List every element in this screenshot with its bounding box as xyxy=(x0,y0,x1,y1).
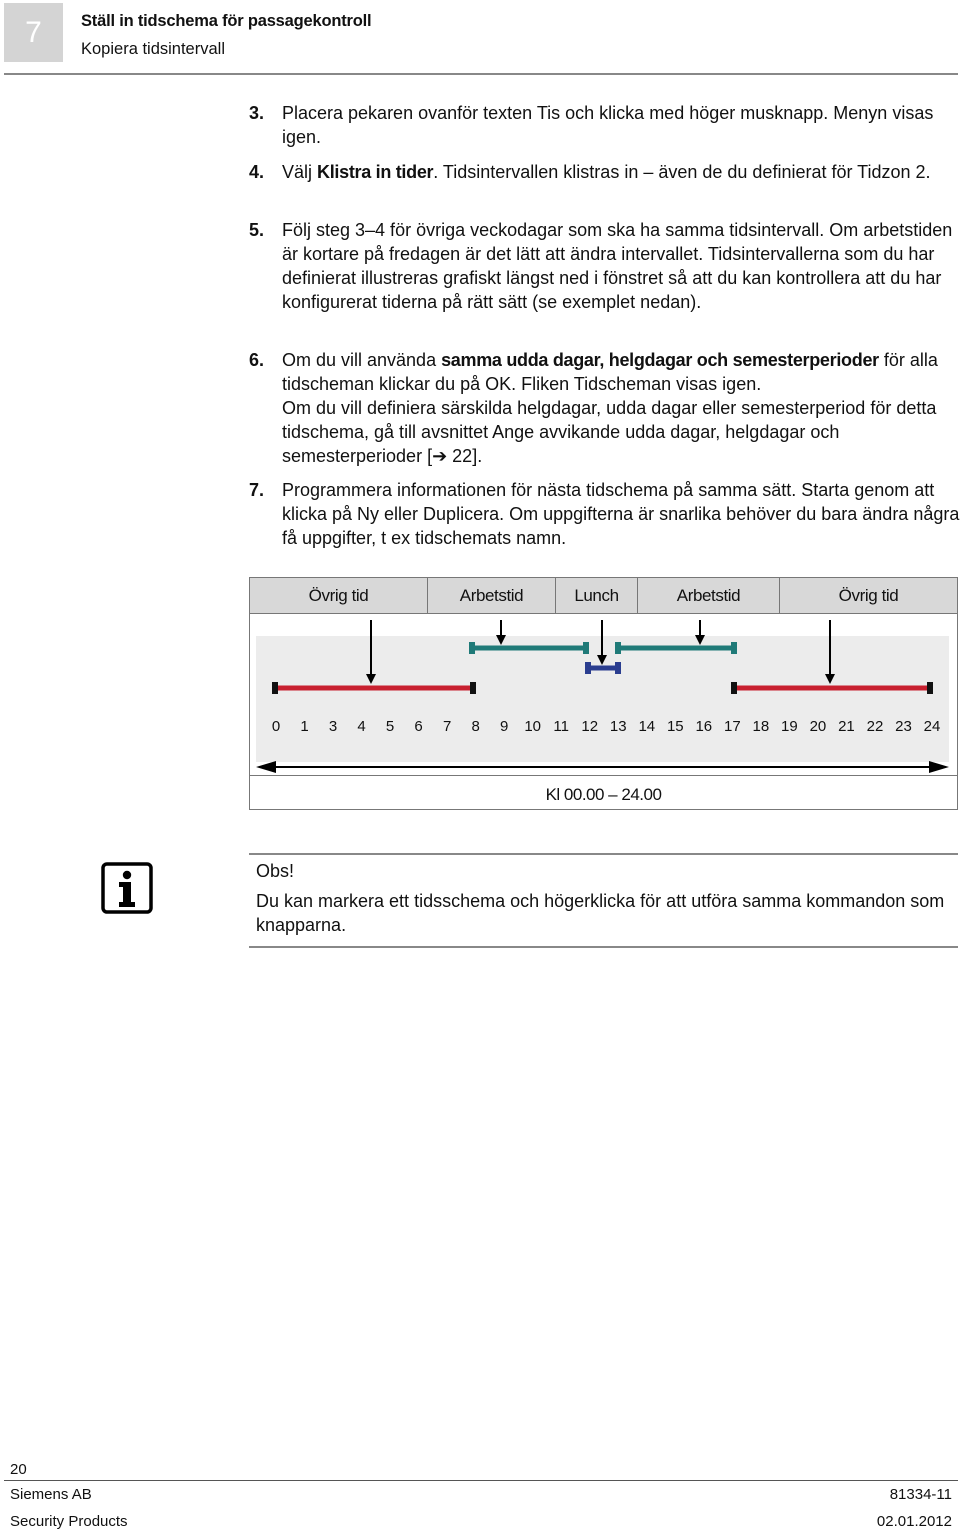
hour-label: 13 xyxy=(609,718,627,735)
hour-label: 17 xyxy=(724,718,741,735)
step-number: 4. xyxy=(249,162,265,182)
hour-label: 15 xyxy=(666,718,684,735)
step-text-post: för alla tidscheman klickar du på OK. Fliken Tidscheman visas igen. xyxy=(282,350,938,394)
step-text-pre: Välj xyxy=(282,162,318,182)
time-range-label: Kl 00.00 – 24.00 xyxy=(545,785,662,804)
chapter-number: 7 xyxy=(25,15,42,49)
step-number: 7. xyxy=(249,480,265,500)
diagram-footer-divider xyxy=(250,775,957,776)
segment-lunch: Lunch xyxy=(556,578,638,613)
hour-label: 3 xyxy=(328,718,338,735)
segment-work-time: Arbetstid xyxy=(428,578,556,613)
cross-reference-arrow-icon: ➔ xyxy=(432,446,448,466)
segment-work-time: Arbetstid xyxy=(638,578,780,613)
hour-label: 22 xyxy=(866,718,884,735)
hour-label: 23 xyxy=(895,718,912,735)
hour-label: 19 xyxy=(781,718,798,735)
step-text-para2: Om du vill definiera särskilda helgdagar, udda dagar eller semesterperiod för detta tidschema, gå till avsnittet Ange avvikande udda dagar, helgdagar och semesterperioder [➔ 22]. xyxy=(282,398,937,466)
step-text: Placera pekaren ovanför texten Tis och klicka med höger musknapp. Menyn visas igen. xyxy=(282,103,934,147)
step-3 xyxy=(249,101,960,149)
hour-label: 6 xyxy=(414,718,423,735)
step-text xyxy=(282,160,960,184)
step-6 xyxy=(249,348,960,468)
segment-other-time: Övrig tid xyxy=(250,578,428,613)
hour-label: 9 xyxy=(500,718,509,735)
step-number: 6. xyxy=(249,350,265,370)
step-text xyxy=(282,348,960,468)
chapter-number-box xyxy=(4,3,63,62)
step-7 xyxy=(249,478,960,550)
info-icon xyxy=(101,862,153,914)
menu-command-klistra-in-tider: Klistra in tider xyxy=(317,162,434,182)
segment-other-time: Övrig tid xyxy=(838,585,899,605)
hour-label: 11 xyxy=(553,718,570,735)
step-number: 5. xyxy=(249,220,265,240)
range-arrow xyxy=(256,761,949,773)
hour-label: 18 xyxy=(752,718,770,735)
note-top-divider xyxy=(249,853,958,855)
hour-label: 4 xyxy=(357,718,366,735)
step-text: Följ steg 3–4 för övriga veckodagar som ska ha samma tidsintervall. Om arbetstiden är kortare på fredagen är det lätt att ändra intervallet. Tidsintervallerna som du har definierat illustreras grafiskt längst ned i fönstret så att du kan kontrollera att du har konfigurerat tiderna på rätt sätt (se exemplet nedan). xyxy=(282,220,953,312)
step-5 xyxy=(249,218,960,314)
footer-date: 02.01.2012 xyxy=(876,1513,952,1530)
hour-label: 0 xyxy=(271,718,281,735)
hour-label: 5 xyxy=(385,718,395,735)
footer-divider xyxy=(4,1480,958,1481)
hour-label: 20 xyxy=(809,718,827,735)
header-divider xyxy=(4,73,958,75)
section-subtitle: Kopiera tidsintervall xyxy=(81,40,225,58)
step-text: Programmera informationen för nästa tidschema på samma sätt. Starta genom att klicka på Ny eller Duplicera. Om uppgifterna är snarlika behöver du bara ändra några få uppgifter, t ex tidschemats namn. xyxy=(282,480,960,548)
hour-label: 21 xyxy=(838,718,855,735)
footer-division: Security Products xyxy=(10,1513,128,1530)
section-title: Ställ in tidschema för passagekontroll xyxy=(81,12,372,30)
timeline-graphic xyxy=(250,614,957,774)
diagram-header xyxy=(250,578,957,614)
hour-label: 8 xyxy=(471,718,480,735)
note-body: Du kan markera ett tidsschema och högerklicka för att utföra samma kommandon som knapparna. xyxy=(256,891,945,935)
note-title: Obs! xyxy=(256,861,295,881)
hour-label: 24 xyxy=(923,718,941,735)
page-number: 20 xyxy=(10,1461,27,1478)
step-text-post: . Tidsintervallen klistras in – även de du definierat för Tidzon 2. xyxy=(433,162,931,182)
step-4 xyxy=(249,160,960,184)
step-text-pre: Om du vill använda xyxy=(282,350,442,370)
hour-label: 14 xyxy=(638,718,656,735)
step-number: 3. xyxy=(249,103,265,123)
hour-label: 1 xyxy=(300,718,309,735)
hour-label: 10 xyxy=(524,718,542,735)
option-label-samma-dagar: samma udda dagar, helgdagar och semesterperioder xyxy=(441,350,879,370)
note-bottom-divider xyxy=(249,946,958,948)
footer-company: Siemens AB xyxy=(10,1486,92,1503)
footer-doc-number: 81334-11 xyxy=(889,1486,952,1503)
hour-label: 7 xyxy=(442,718,452,735)
hour-label: 12 xyxy=(581,718,599,735)
hour-label: 16 xyxy=(695,718,713,735)
time-interval-diagram xyxy=(249,577,958,810)
